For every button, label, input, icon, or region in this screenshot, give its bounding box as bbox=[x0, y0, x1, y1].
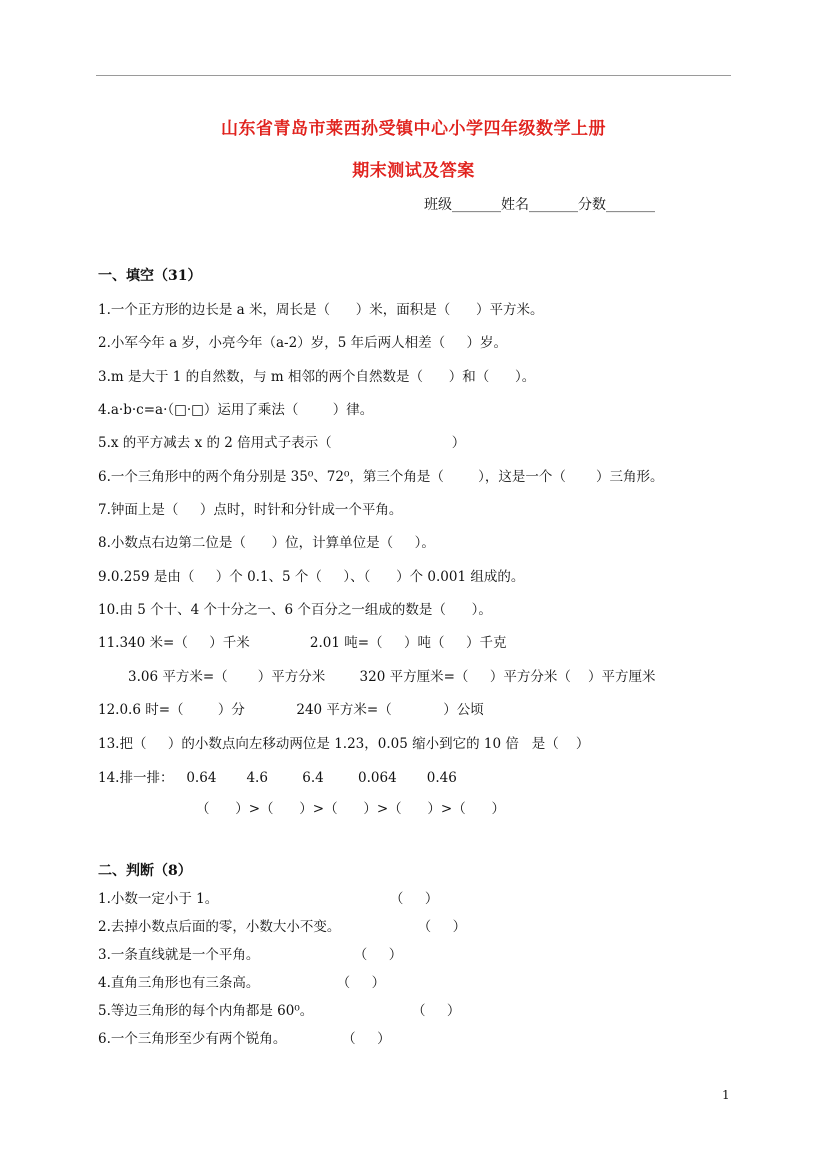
question-item: 6.一个三角形中的两个角分别是 35⁰、72⁰，第三个角是（ ），这是一个（ ）三角形。 bbox=[98, 469, 664, 485]
judgement-item: 2.去掉小数点后面的零，小数大小不变。 （ ） bbox=[98, 919, 467, 935]
question-item: 7.钟面上是（ ）点时，时针和分针成一个平角。 bbox=[98, 502, 403, 518]
section1-heading: 一、填空（31） bbox=[98, 268, 202, 284]
page-number: 1 bbox=[722, 1088, 730, 1102]
question-item: 5.x 的平方减去 x 的 2 倍用式子表示（ ） bbox=[98, 435, 466, 451]
doc-title-line1: 山东省青岛市莱西孙受镇中心小学四年级数学上册 bbox=[221, 119, 606, 139]
question-item: 3.m 是大于 1 的自然数，与 m 相邻的两个自然数是（ ）和（ ）。 bbox=[98, 369, 536, 385]
judgement-item: 5.等边三角形的每个内角都是 60⁰。 （ ） bbox=[98, 1003, 461, 1019]
question-item: 9.0.259 是由（ ）个 0.1、5 个（ ）、（ ）个 0.001 组成的。 bbox=[98, 569, 525, 585]
section2-heading: 二、判断（8） bbox=[98, 863, 192, 879]
question-item: 4.a·b·c=a·（□·□）运用了乘法（ ）律。 bbox=[98, 402, 374, 418]
question-item: 10.由 5 个十、4 个十分之一、6 个百分之一组成的数是（ ）。 bbox=[98, 602, 492, 618]
question-item: 13.把（ ）的小数点向左移动两位是 1.23，0.05 缩小到它的 10 倍 是（ ） bbox=[98, 736, 590, 752]
judgement-item: 3.一条直线就是一个平角。 （ ） bbox=[98, 947, 403, 963]
student-info-line: 班级_______姓名_______分数_______ bbox=[424, 197, 655, 213]
question-item: 12.0.6 时=（ ）分 240 平方米=（ ）公顷 bbox=[98, 702, 484, 718]
question-item: 8.小数点右边第二位是（ ）位，计算单位是（ ）。 bbox=[98, 535, 435, 551]
question-item: 11.340 米=（ ）千米 2.01 吨=（ ）吨（ ）千克 bbox=[98, 635, 507, 651]
header-rule bbox=[96, 75, 731, 76]
judgement-item: 1.小数一定小于 1。 （ ） bbox=[98, 891, 439, 907]
ordering-blanks: （ ）>（ ）>（ ）>（ ）>（ ） bbox=[196, 801, 505, 817]
question-item: 1.一个正方形的边长是 a 米，周长是（ ）米，面积是（ ）平方米。 bbox=[98, 302, 544, 318]
question-item: 14.排一排： 0.64 4.6 6.4 0.064 0.46 bbox=[98, 770, 457, 786]
question-item: 3.06 平方米=（ ）平方分米 320 平方厘米=（ ）平方分米（ ）平方厘米 bbox=[128, 669, 656, 685]
judgement-item: 4.直角三角形也有三条高。 （ ） bbox=[98, 975, 386, 991]
question-item: 2.小军今年 a 岁，小亮今年（a-2）岁，5 年后两人相差（ ）岁。 bbox=[98, 335, 508, 351]
judgement-item: 6.一个三角形至少有两个锐角。 （ ） bbox=[98, 1031, 391, 1047]
doc-title-line2: 期末测试及答案 bbox=[352, 161, 475, 181]
